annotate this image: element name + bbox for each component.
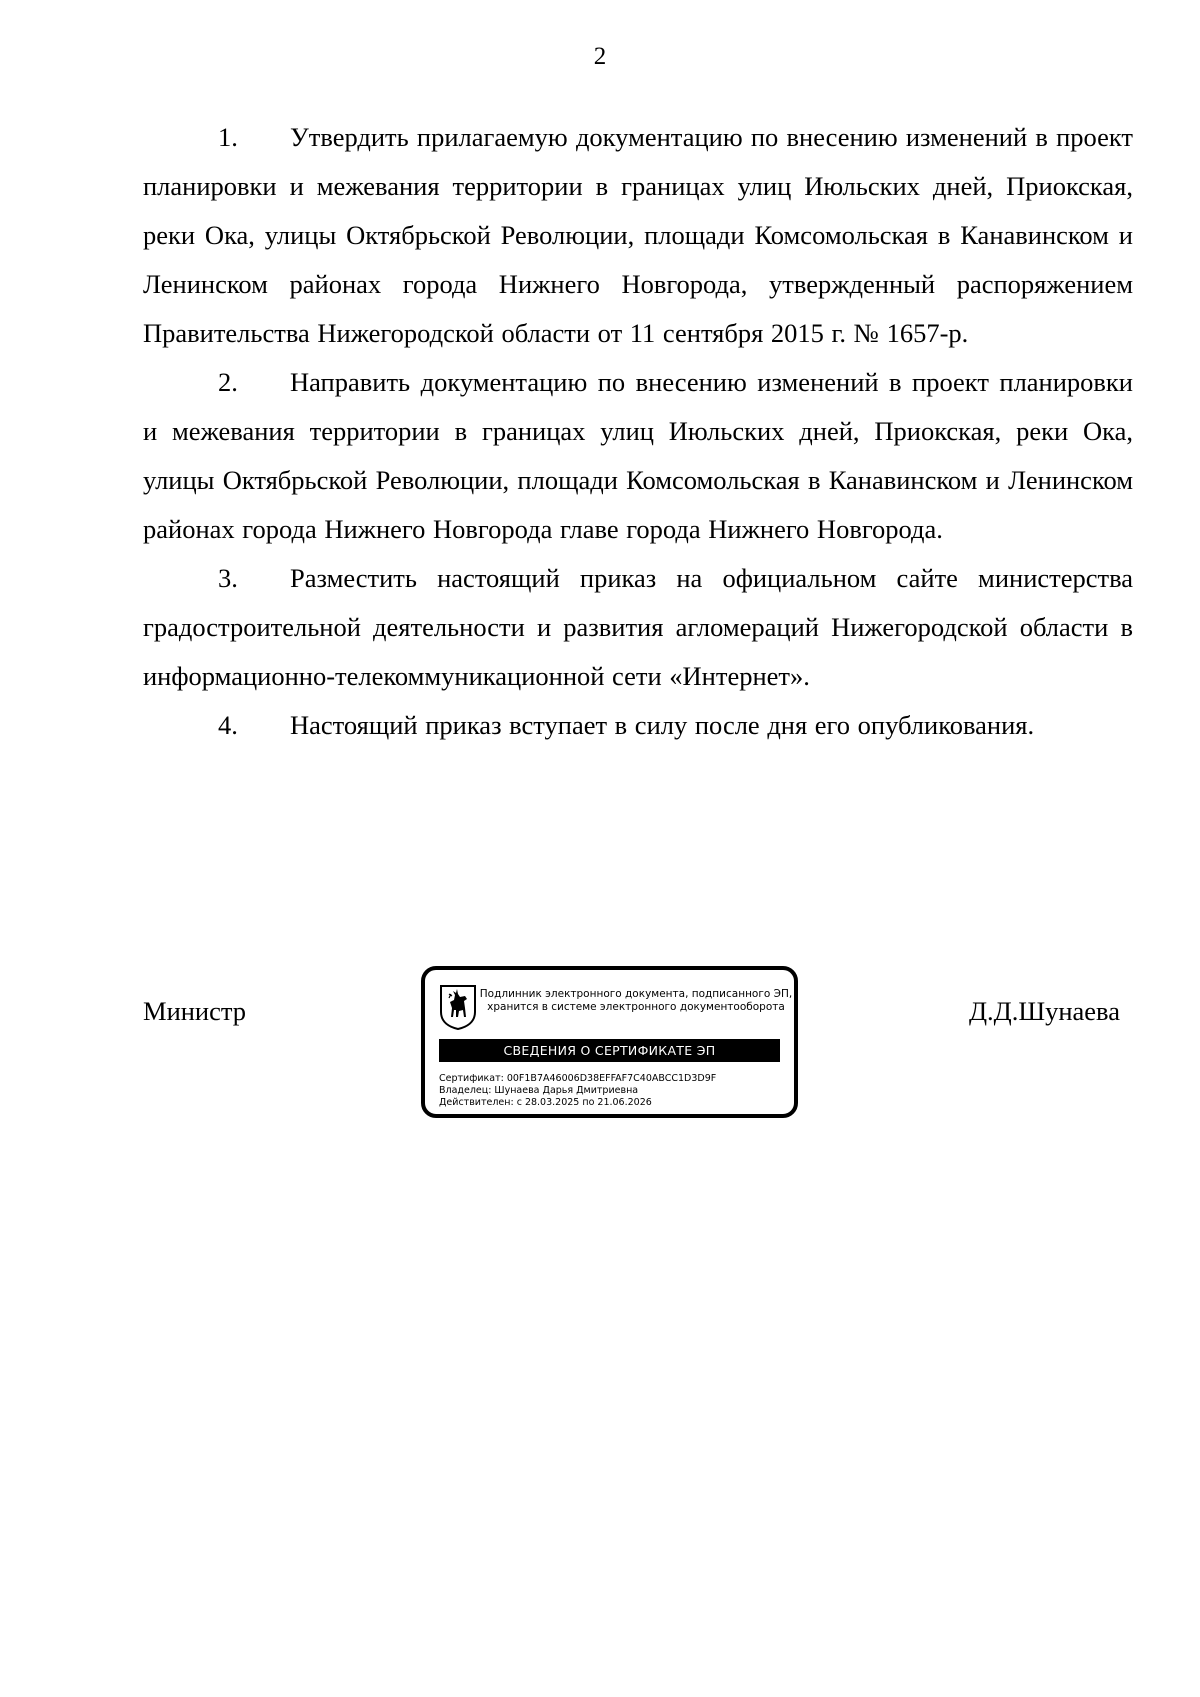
paragraph-3 bbox=[143, 554, 1133, 701]
paragraph-2 bbox=[143, 358, 1133, 554]
page-number: 2 bbox=[593, 43, 607, 70]
paragraph-1 bbox=[143, 113, 1133, 358]
paragraph-4 bbox=[143, 701, 1133, 750]
paragraph-number: 1. bbox=[218, 122, 238, 152]
paragraph-text: Утвердить прилагаемую документацию по внесению изменений в проект планировки и межевания территории в границах улиц Июльских дней, Приокская, реки Ока, улицы Октябрьской Революции, площади Комсомольская в Канавинском и Ленинском районах города Нижнего Новгорода, утвержденный распоряжением Правительства Нижегородской области от 11 сентября 2015 г. № 1657-р. bbox=[143, 122, 1133, 348]
certificate-number: Сертификат: 00F1B7A46006D38EFFAF7C40ABCC1D3D9F bbox=[439, 1073, 717, 1084]
signatory-name: Д.Д.Шунаева bbox=[968, 996, 1120, 1026]
paragraph-text: Направить документацию по внесению изменений в проект планировки и межевания территории в границах улиц Июльских дней, Приокская, реки Ока, улицы Октябрьской Революции, площади Комсомольская в Канавинском и Ленинском районах города Нижнего Новгорода главе города Нижнего Новгорода. bbox=[143, 367, 1133, 544]
nizhny-novgorod-deer-emblem-icon bbox=[439, 984, 477, 1030]
stamp-note-line: хранится в системе электронного документооборота bbox=[487, 1001, 785, 1013]
paragraph-text: Настоящий приказ вступает в силу после дня его опубликования. bbox=[290, 710, 1035, 740]
paragraph-text: Разместить настоящий приказ на официальном сайте министерства градостроительной деятельности и развития агломераций Нижегородской области в информационно-телекоммуникационной сети «Интернет». bbox=[143, 563, 1133, 691]
certificate-validity: Действителен: с 28.03.2025 по 21.06.2026 bbox=[439, 1097, 652, 1108]
certificate-details bbox=[439, 1073, 789, 1109]
electronic-signature-stamp bbox=[421, 966, 798, 1118]
paragraph-number: 3. bbox=[218, 563, 238, 593]
document-body bbox=[143, 113, 1133, 750]
stamp-note-line: Подлинник электронного документа, подписанного ЭП, bbox=[479, 988, 793, 1000]
stamp-note bbox=[477, 988, 795, 1014]
certificate-header: СВЕДЕНИЯ О СЕРТИФИКАТЕ ЭП bbox=[439, 1039, 780, 1062]
certificate-owner: Владелец: Шунаева Дарья Дмитриевна bbox=[439, 1085, 639, 1096]
paragraph-number: 2. bbox=[218, 367, 238, 397]
signatory-position: Министр bbox=[143, 996, 247, 1026]
paragraph-number: 4. bbox=[218, 710, 238, 740]
